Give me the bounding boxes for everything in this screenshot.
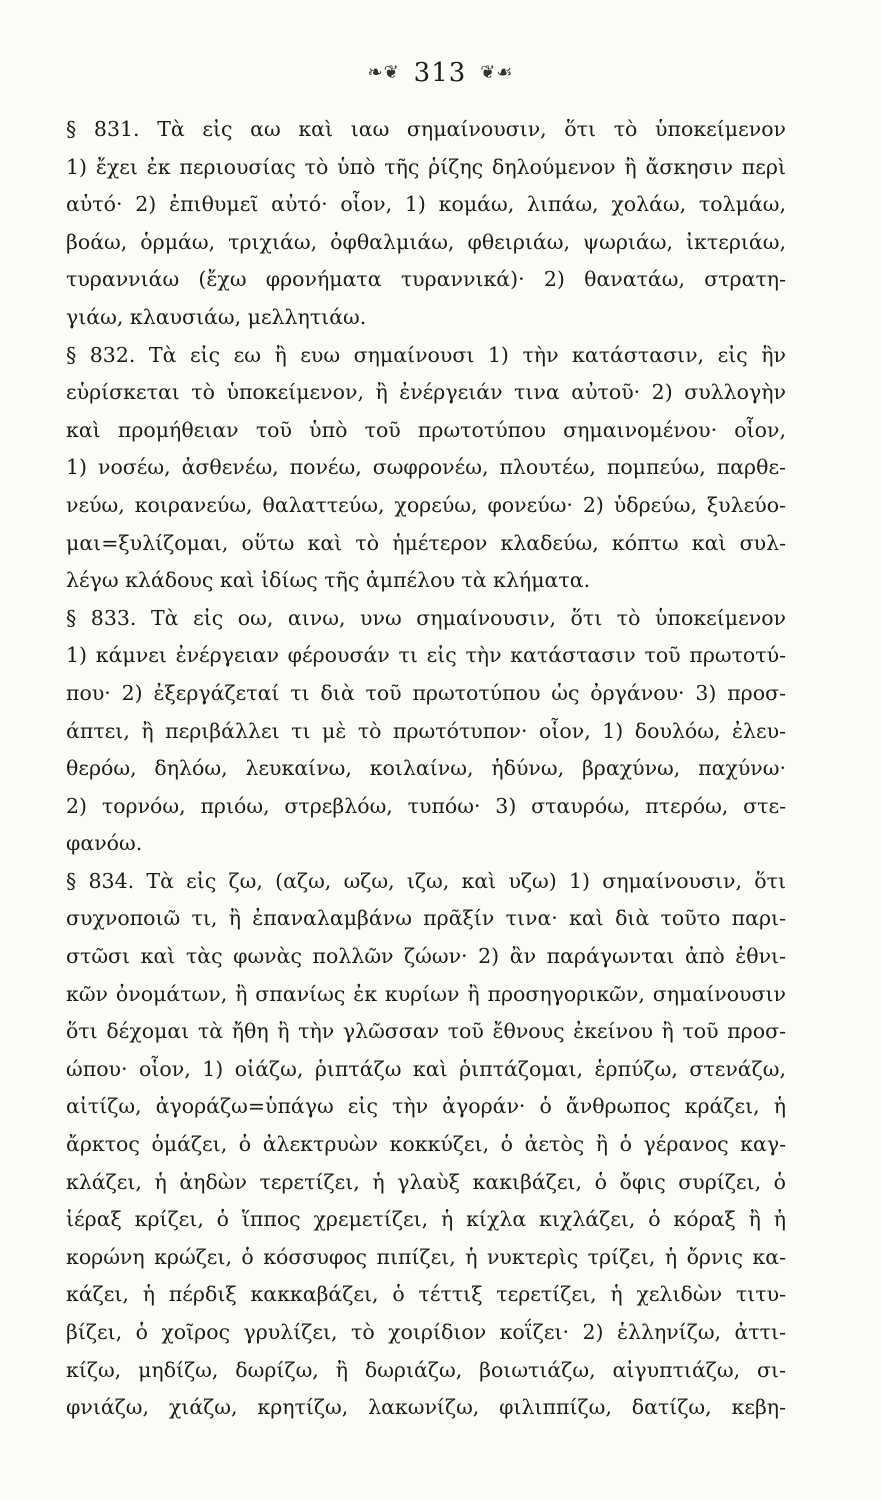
text-line: 2) τορνόω, πριόω, στρεβλόω, τυπόω· 3) σταυρόω, πτερόω, στε- <box>66 793 786 818</box>
text-line: § 831. Τὰ εἰς αω καὶ ιαω σημαίνουσιν, ὅτι τὸ ὑποκείμενον <box>66 117 786 141</box>
text-line: στῶσι καὶ τὰς φωνὰς πολλῶν ζώων· 2) ἂν παράγωνται ἀπὸ ἐθνι- <box>66 944 786 969</box>
text-line: βίζει, ὁ χοῖρος γρυλίζει, τὸ χοιρίδιον κοΐζει· 2) ἑλληνίζω, ἀττι- <box>66 1320 786 1344</box>
text-line: εὑρίσκεται τὸ ὑποκείμενον, ἢ ἐνέργειάν τινα αὐτοῦ· 2) συλλογὴν <box>66 380 786 405</box>
text-line: τυραννιάω (ἔχω φρονήματα τυραννικά)· 2) θανατάω, στρατη- <box>66 267 786 292</box>
text-line: φνιάζω, χιάζω, κρητίζω, λακωνίζω, φιλιππίζω, δατίζω, κεβη- <box>66 1395 786 1420</box>
left-ornament: ❧❦ <box>367 62 400 83</box>
text-line: φανόω. <box>66 831 143 856</box>
text-line: ὅτι δέχομαι τὰ ἤθη ἢ τὴν γλῶσσαν τοῦ ἔθνους ἐκείνου ἢ τοῦ προσ- <box>66 1019 786 1044</box>
text-line: γιάω, κλαυσιάω, μελλητιάω. <box>66 304 367 329</box>
text-line: κορώνη κρώζει, ὁ κόσσυφος πιπίζει, ἡ νυκτερὶς τρίζει, ἡ ὄρνις κα- <box>66 1244 786 1269</box>
text-line: κίζω, μηδίζω, δωρίζω, ἢ δωριάζω, βοιωτιάζω, αἰγυπτιάζω, σι- <box>66 1357 786 1382</box>
text-line: 1) νοσέω, ἀσθενέω, πονέω, σωφρονέω, πλουτέω, πομπεύω, παρθε- <box>66 455 786 480</box>
text-line: § 834. Τὰ εἰς ζω, (αζω, ωζω, ιζω, καὶ υζω) 1) σημαίνουσιν, ὅτι <box>66 868 786 893</box>
text-line: καὶ προμήθειαν τοῦ ὑπὸ τοῦ πρωτοτύπου σημαινομένου· οἷον, <box>66 417 786 442</box>
text-line: βοάω, ὁρμάω, τριχιάω, ὀφθαλμιάω, φθειριάω, ψωριάω, ἰκτεριάω, <box>66 229 786 254</box>
page-number: 313 <box>413 58 467 88</box>
text-line: λέγω κλάδους καὶ ἰδίως τῆς ἀμπέλου τὰ κλήματα. <box>66 568 591 593</box>
text-line: συχνοποιῶ τι, ἢ ἐπαναλαμβάνω πρᾶξίν τινα· καὶ διὰ τοῦτο παρι- <box>66 906 786 931</box>
text-line: § 833. Τὰ εἰς οω, αινω, υνω σημαίνουσιν, ὅτι τὸ ὑποκείμενον <box>66 605 786 630</box>
text-line: ἱέραξ κρίζει, ὁ ἵππος χρεμετίζει, ἡ κίχλα κιχλάζει, ὁ κόραξ ἢ ἡ <box>66 1207 786 1232</box>
text-line: κάζει, ἡ πέρδιξ κακκαβάζει, ὁ τέττιξ τερετίζει, ἡ χελιδὼν τιτυ- <box>66 1282 786 1307</box>
text-line: αἰτίζω, ἀγοράζω=ὑπάγω εἰς τὴν ἀγοράν· ὁ ἄνθρωπος κράζει, ἡ <box>66 1094 786 1119</box>
text-line: ἄρκτος ὁμάζει, ὁ ἀλεκτρυὼν κοκκύζει, ὁ ἀετὸς ἢ ὁ γέρανος καγ- <box>66 1132 786 1157</box>
text-line: νεύω, κοιρανεύω, θαλαττεύω, χορεύω, φονεύω· 2) ὑδρεύω, ξυλεύο- <box>66 492 786 517</box>
text-body <box>66 111 786 1427</box>
text-line: που· 2) ἐξεργάζεταί τι διὰ τοῦ πρωτοτύπου ὡς ὀργάνου· 3) προσ- <box>66 680 786 705</box>
text-line: θερόω, δηλόω, λευκαίνω, κοιλαίνω, ἡδύνω, βραχύνω, παχύνω· <box>66 756 786 781</box>
text-line: § 832. Τὰ εἰς εω ἢ ευω σημαίνουσι 1) τὴν κατάστασιν, εἰς ἣν <box>66 342 786 367</box>
text-line: ώπου· οἷον, 1) οἰάζω, ῥιπτάζω καὶ ῥιπτάζομαι, ἑρπύζω, στενάζω, <box>66 1056 786 1081</box>
text-line: άπτει, ἢ περιβάλλει τι μὲ τὸ πρωτότυπον· οἷον, 1) δουλόω, ἐλευ- <box>66 718 786 743</box>
text-line: 1) ἔχει ἐκ περιουσίας τὸ ὑπὸ τῆς ῥίζης δηλούμενον ἢ ἄσκησιν περὶ <box>66 154 786 179</box>
text-line: κλάζει, ἡ ἀηδὼν τερετίζει, ἡ γλαὺξ κακιβάζει, ὁ ὄφις συρίζει, ὁ <box>66 1169 786 1194</box>
text-line: κῶν ὀνομάτων, ἢ σπανίως ἐκ κυρίων ἢ προσηγορικῶν, σημαίνουσιν <box>66 981 786 1006</box>
page-header <box>0 58 881 88</box>
text-line: 1) κάμνει ἐνέργειαν φέρουσάν τι εἰς τὴν κατάστασιν τοῦ πρωτοτύ- <box>66 643 786 668</box>
text-line: μαι=ξυλίζομαι, οὕτω καὶ τὸ ἡμέτερον κλαδεύω, κόπτω καὶ συλ- <box>66 530 786 555</box>
text-line: αὐτό· 2) ἐπιθυμεῖ αὐτό· οἷον, 1) κομάω, λιπάω, χολάω, τολμάω, <box>66 192 786 217</box>
right-ornament: ❦☙ <box>480 62 514 83</box>
